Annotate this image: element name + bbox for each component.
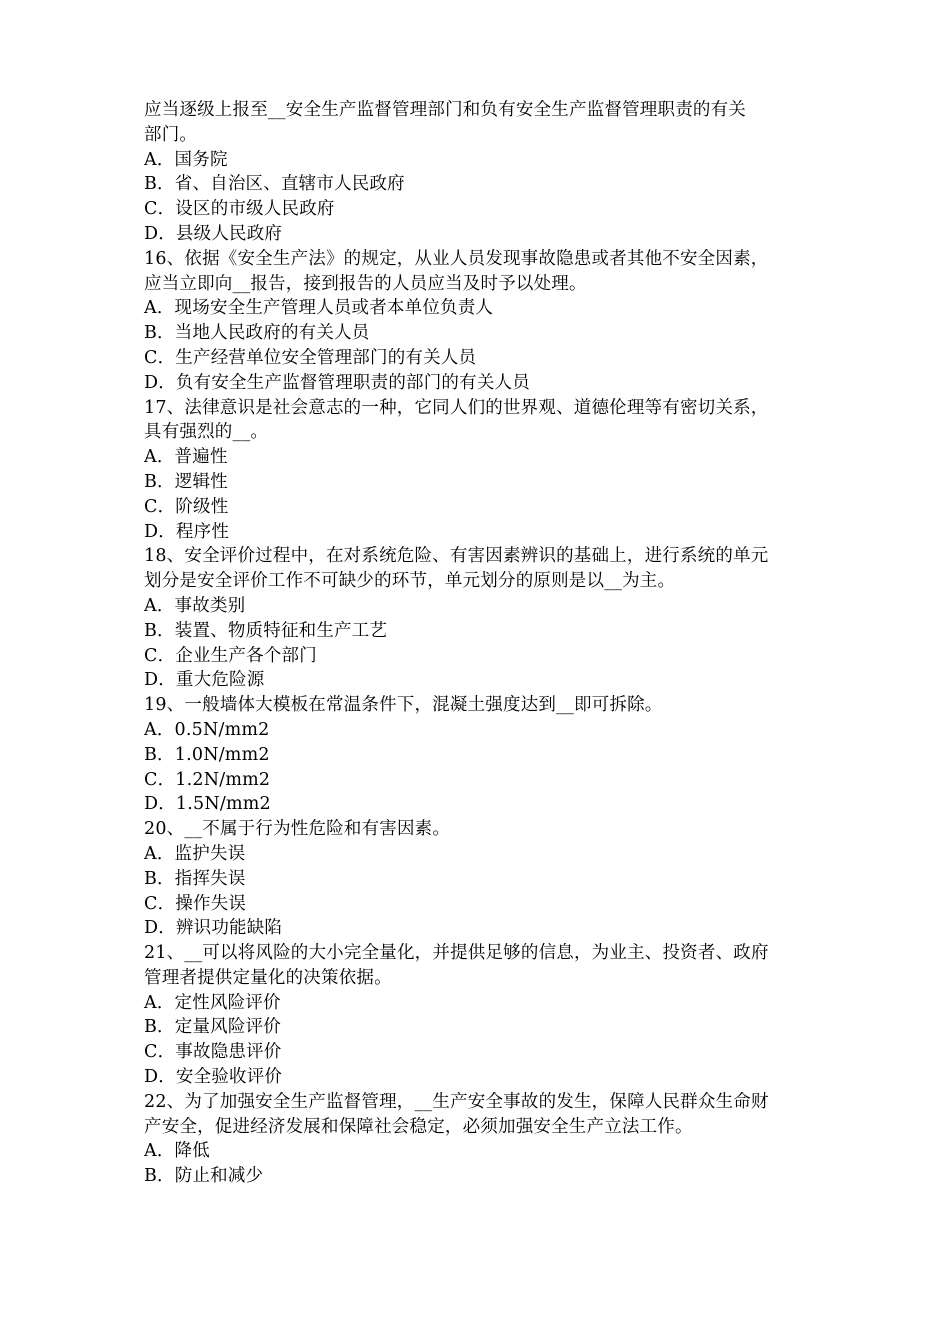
question-18: 18、安全评价过程中，在对系统危险、有害因素辨识的基础上，进行系统的单元 [144,546,769,567]
answer-option: C．设区的市级人民政府 [144,199,335,220]
answer-option: C．事故隐患评价 [144,1042,282,1063]
question-17: 17、法律意识是社会意志的一种，它同人们的世界观、道德伦理等有密切关系， [144,397,769,418]
answer-option: D．县级人民政府 [144,223,283,244]
answer-option: C．1.2N/mm2 [144,769,271,790]
answer-option: D．安全验收评价 [144,1067,283,1088]
answer-option: D．程序性 [144,521,230,542]
question-21: 21、__可以将风险的大小完全量化，并提供足够的信息，为业主、投资者、政府 [144,943,769,964]
question-17-continued: 具有强烈的__。 [144,422,269,443]
answer-option: D．1.5N/mm2 [144,794,271,815]
text-line: 应当逐级上报至__安全生产监督管理部门和负有安全生产监督管理职责的有关 [144,100,746,120]
answer-option: C．操作失误 [144,893,247,914]
answer-option: A．监护失误 [144,843,246,864]
answer-option: A．普遍性 [144,447,228,468]
question-16: 16、依据《安全生产法》的规定，从业人员发现事故隐患或者其他不安全因素， [144,248,769,269]
answer-option: D．负有安全生产监督管理职责的部门的有关人员 [144,372,530,393]
answer-option: B．防止和减少 [144,1166,264,1187]
answer-option: D．重大危险源 [144,670,265,691]
answer-option: B．装置、物质特征和生产工艺 [144,620,388,641]
answer-option: B．省、自治区、直辖市人民政府 [144,174,405,195]
answer-option: A．0.5N/mm2 [144,719,270,740]
question-16-continued: 应当立即向__报告，接到报告的人员应当及时予以处理。 [144,273,587,294]
answer-option: B．定量风险评价 [144,1017,281,1038]
question-21-continued: 管理者提供定量化的决策依据。 [144,967,392,988]
answer-option: B．当地人民政府的有关人员 [144,323,370,344]
question-22: 22、为了加强安全生产监督管理，__生产安全事故的发生，保障人民群众生命财 [144,1091,769,1112]
answer-option: C．企业生产各个部门 [144,645,317,666]
answer-option: A．降低 [144,1141,210,1162]
question-20: 20、__不属于行为性危险和有害因素。 [144,819,451,840]
question-18-continued: 划分是安全评价工作不可缺少的环节，单元划分的原则是以__为主。 [144,571,676,592]
text-line: 部门。 [144,124,198,145]
answer-option: B．1.0N/mm2 [144,744,270,765]
document-page [144,98,824,1189]
answer-option: A．事故类别 [144,595,246,616]
answer-option: C．阶级性 [144,496,229,517]
answer-option: A．定性风险评价 [144,992,281,1013]
answer-option: A．国务院 [144,149,228,170]
answer-option: A．现场安全生产管理人员或者本单位负责人 [144,298,494,319]
answer-option: C．生产经营单位安全管理部门的有关人员 [144,347,477,368]
answer-option: B．指挥失误 [144,868,246,889]
question-22-continued: 产安全，促进经济发展和保障社会稳定，必须加强安全生产立法工作。 [144,1116,693,1137]
answer-option: B．逻辑性 [144,471,228,492]
answer-option: D．辨识功能缺陷 [144,918,283,939]
question-19: 19、一般墙体大模板在常温条件下，混凝土强度达到__即可拆除。 [144,695,663,716]
